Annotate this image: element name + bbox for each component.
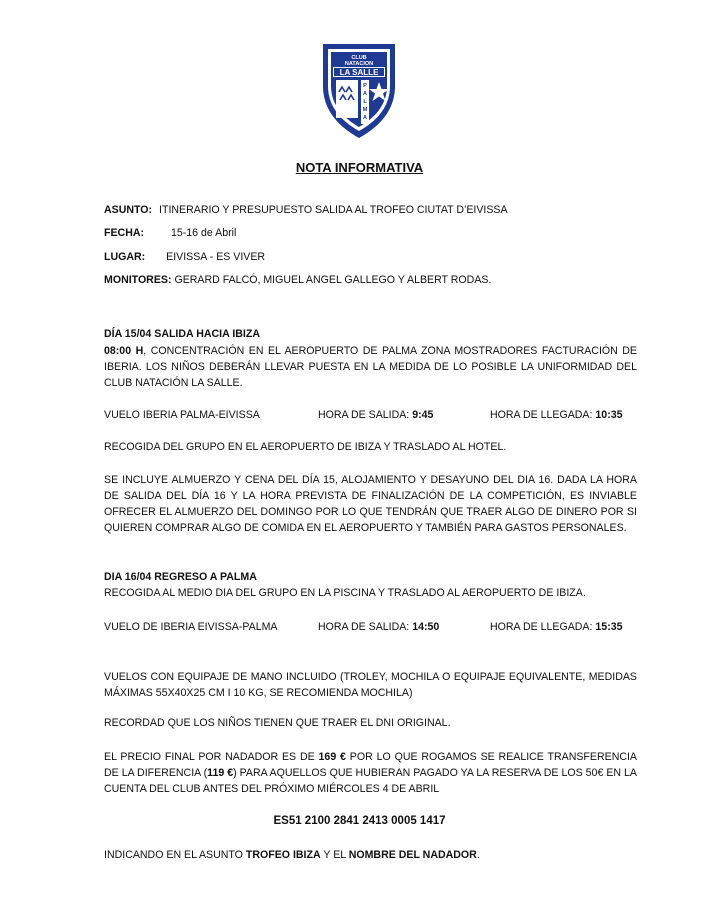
footer-note (104, 848, 480, 863)
footer-text: . (476, 849, 480, 861)
luggage-note: VUELOS CON EQUIPAJE DE MANO INCLUIDO (TROLEY, MOCHILA O EQUIPAJE EQUIVALENTE, MEDIDAS MÁXIMAS 55X40X25 CM I 10 KG, SE RECOMIENDA MOCHILA) (104, 671, 637, 699)
footer-name: NOMBRE DEL NADADOR (348, 849, 477, 861)
day2-departure (318, 620, 439, 635)
footer-text: Y EL (320, 849, 349, 861)
logo-natacion-text: NATACION (344, 61, 374, 67)
monitores-row (104, 273, 491, 288)
arrival-time: 10:35 (595, 409, 623, 421)
day1-flight-label: VUELO IBERIA PALMA-EIVISSA (104, 409, 260, 421)
asunto-value: ITINERARIO Y PRESUPUESTO SALIDA AL TROFEO CIUTAT D’EIVISSA (159, 204, 508, 216)
logo-name-text: LA SALLE (339, 68, 379, 77)
day1-heading: DÍA 15/04 SALIDA HACIA IBIZA (104, 328, 260, 340)
day1-departure (318, 408, 433, 423)
dni-note: RECORDAD QUE LOS NIÑOS TIENEN QUE TRAER EL DNI ORIGINAL. (104, 717, 451, 729)
monitores-value: GERARD FALCÓ, MIGUEL ANGEL GALLEGO Y ALBERT RODAS. (174, 274, 492, 286)
logo-club-text: CLUB (351, 55, 367, 61)
asunto-row (104, 203, 508, 218)
page-title: NOTA INFORMATIVA (295, 160, 424, 175)
club-logo (319, 40, 399, 140)
logo-city-letter: P (363, 83, 367, 89)
lugar-label: LUGAR: (104, 251, 146, 263)
logo-city-letter: A (363, 91, 367, 97)
arrival-label: HORA DE LLEGADA: (490, 409, 593, 421)
price-difference: 119 € (207, 767, 234, 779)
monitores-label: MONITORES: (104, 274, 172, 286)
fecha-row (104, 226, 236, 241)
fecha-label: FECHA: (104, 227, 145, 239)
lugar-row (104, 250, 265, 265)
price-text: EL PRECIO FINAL POR NADADOR ES DE (104, 751, 319, 763)
footer-subject: TROFEO IBIZA (245, 849, 321, 861)
day1-includes: SE INCLUYE ALMUERZO Y CENA DEL DÍA 15, ALOJAMIENTO Y DESAYUNO DEL DIA 16. DADA LA HORA DE SALIDA DEL DÍA 16 Y LA HORA PREVISTA DE FINALIZACIÓN DE LA COMPETICIÓN, ES INVIABLE OFRECER EL ALMUERZO DEL DOMINGO POR LO QUE TENDRÁN QUE TRAER ALGO DE DINERO POR SI QUIEREN COMPRAR ALGO DE COMIDA EN EL AEROPUERTO Y TAMBIÉN PARA GASTOS PERSONALES. (104, 474, 637, 534)
price-text: POR LO QUE ROGAMOS SE REALICE TRANSFERENCIA DE LA DIFERENCIA ( (104, 751, 637, 779)
logo-city-letter: L (363, 99, 367, 105)
departure-label: HORA DE SALIDA: (318, 621, 410, 633)
day1-meeting-text: , CONCENTRACIÓN EN EL AEROPUERTO DE PALMA ZONA MOSTRADORES FACTURACIÓN DE IBERIA. LOS NIÑOS DEBERÁN LLEVAR PUESTA EN LA MEDIDA DE LO POSIBLE LA UNIFORMIDAD DEL CLUB NATACIÓN LA SALLE. (104, 345, 637, 389)
arrival-time: 15:35 (595, 621, 623, 633)
fecha-value: 15-16 de Abril (170, 227, 237, 239)
price-paragraph (104, 749, 637, 797)
logo-city-letter: M (362, 107, 368, 113)
day2-arrival (490, 620, 623, 635)
day1-meeting-paragraph (104, 343, 637, 391)
logo-city-letter: A (363, 115, 367, 121)
asunto-label: ASUNTO: (104, 204, 153, 216)
day2-flight-label: VUELO DE IBERIA EIVISSA-PALMA (104, 621, 278, 633)
arrival-label: HORA DE LLEGADA: (490, 621, 593, 633)
lugar-value: EIVISSA - ES VIVER (166, 251, 266, 263)
departure-time: 9:45 (412, 409, 434, 421)
day1-arrival (490, 408, 623, 423)
bank-account: ES51 2100 2841 2413 0005 1417 (273, 815, 446, 827)
day2-pickup: RECOGIDA AL MEDIO DIA DEL GRUPO EN LA PISCINA Y TRASLADO AL AEROPUERTO DE IBIZA. (104, 587, 586, 599)
day1-pickup: RECOGIDA DEL GRUPO EN EL AEROPUERTO DE IBIZA Y TRASLADO AL HOTEL. (104, 441, 507, 453)
departure-time: 14:50 (412, 621, 440, 633)
price-text: ) PARA AQUELLOS QUE HUBIERAN PAGADO YA LA RESERVA DE LOS 50€ EN LA CUENTA DEL CLUB ANTES DEL PRÓXIMO MIÉRCOLES 4 DE ABRIL (104, 767, 637, 795)
departure-label: HORA DE SALIDA: (318, 409, 410, 421)
footer-text: INDICANDO EN EL ASUNTO (104, 849, 246, 861)
day1-time: 08:00 H (104, 345, 144, 357)
price-amount: 169 € (318, 751, 346, 763)
day2-heading: DIA 16/04 REGRESO A PALMA (104, 571, 257, 583)
